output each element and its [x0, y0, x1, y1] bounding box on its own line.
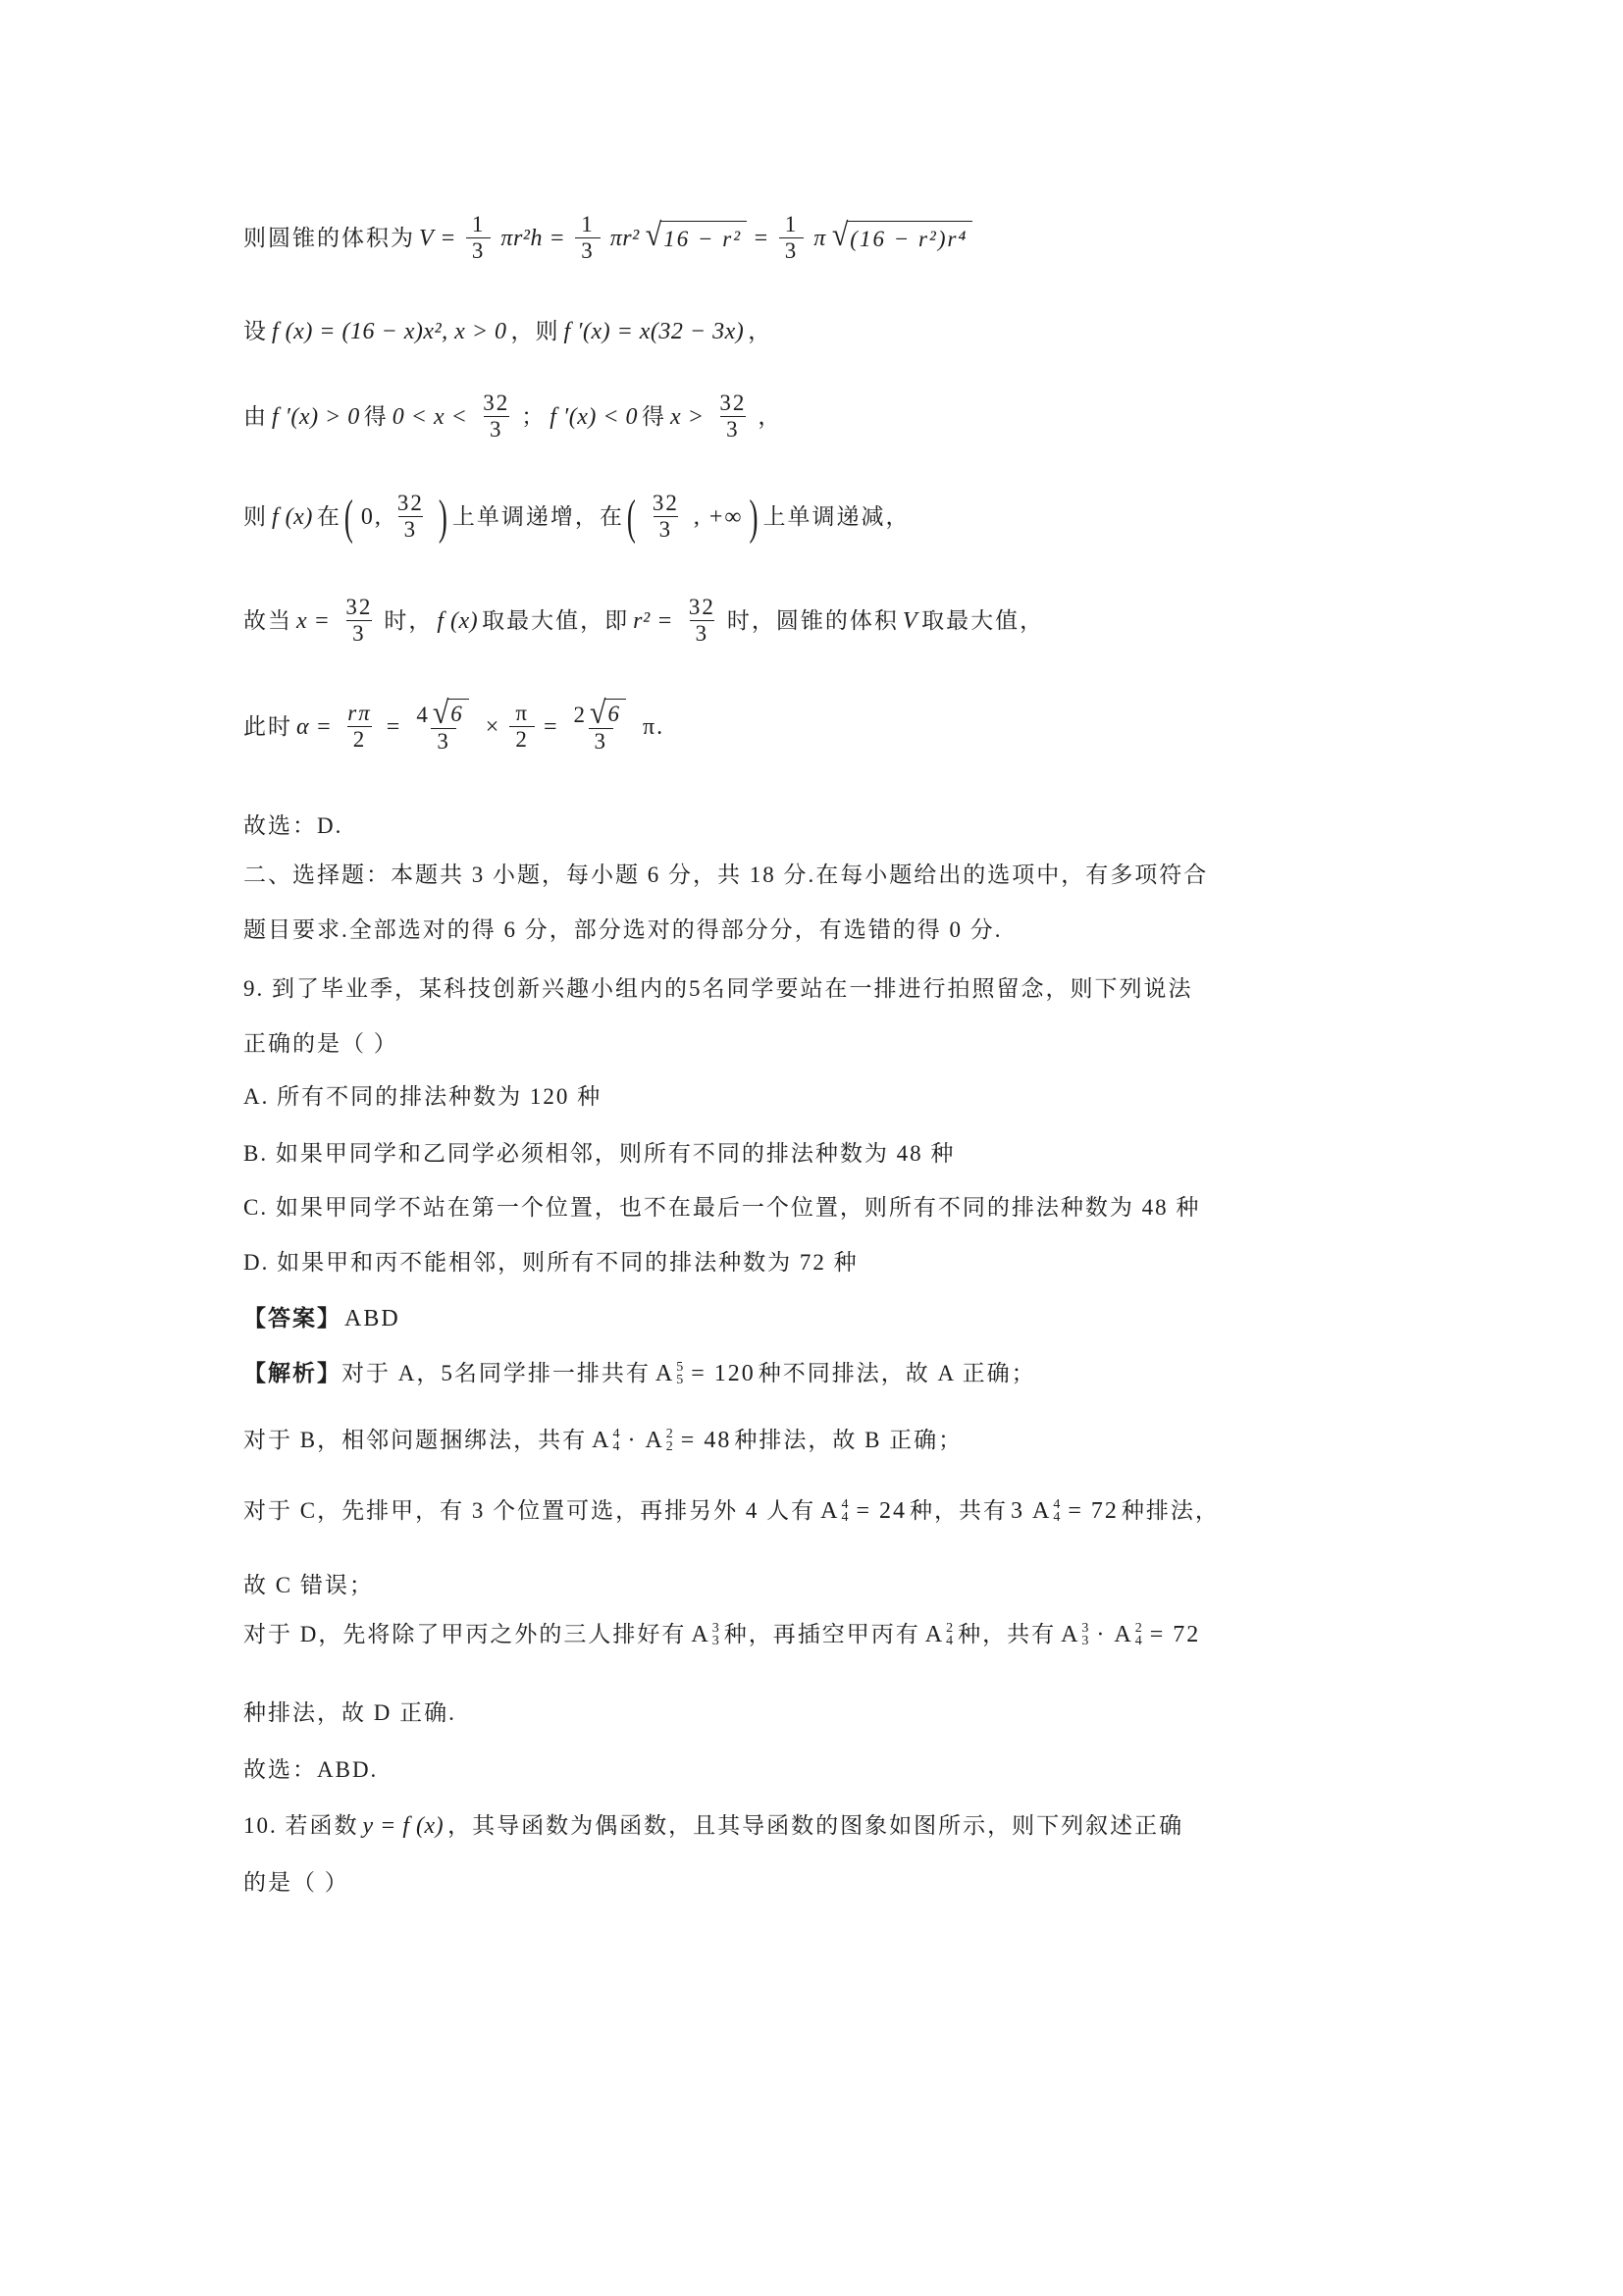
fraction-32-3	[477, 391, 515, 444]
math-text: x =	[296, 607, 331, 634]
numerator: 1	[581, 212, 595, 236]
permutation-A44	[592, 1425, 619, 1456]
question9-analysis-c2	[243, 1570, 374, 1601]
math-text: =	[386, 713, 402, 740]
text: ，	[748, 319, 773, 343]
fraction-32-3	[647, 491, 685, 544]
formula-line-alpha	[243, 695, 667, 755]
coefficient: 3	[1010, 1498, 1024, 1524]
option-text: A. 所有不同的排法种数为 120 种	[243, 1084, 602, 1109]
permutation-A42	[1114, 1619, 1141, 1650]
text: 取最大值，即	[482, 607, 630, 633]
question9-stem-line1	[243, 973, 1193, 1005]
radical-icon: √	[645, 217, 664, 254]
denominator: 3	[690, 620, 715, 647]
permutation-A22	[645, 1425, 672, 1456]
option-text: D. 如果甲和丙不能相邻，则所有不同的排法种数为 72 种	[243, 1250, 859, 1275]
text: 在	[316, 503, 341, 529]
fraction-32-3	[683, 595, 721, 648]
permutation-A44	[820, 1495, 848, 1527]
fraction-4sqrt6-3	[410, 695, 476, 755]
text: 正确的是（ ）	[243, 1031, 398, 1056]
math-text: y = f (x)	[362, 1813, 445, 1839]
text: 上单调递减，	[762, 503, 911, 529]
text: 得	[363, 403, 389, 429]
text: 故选：D.	[243, 813, 343, 838]
fraction-32-3	[392, 491, 430, 544]
denominator: 3	[484, 416, 509, 443]
question10-stem-line1	[243, 1810, 1183, 1842]
numerator: 32	[396, 491, 424, 515]
perm-base: A	[592, 1428, 611, 1453]
denominator: 3	[431, 728, 456, 755]
denominator: 3	[720, 416, 746, 443]
text: 取最大值，	[921, 607, 1045, 633]
perm-base: A	[645, 1428, 664, 1453]
fraction-32-3	[713, 391, 752, 444]
text: 种不同排法，故 A 正确；	[758, 1361, 1036, 1385]
math-text: = 72	[1068, 1498, 1119, 1524]
subscript: 3	[1081, 1634, 1089, 1648]
subscript: 4	[612, 1439, 620, 1454]
question9-stem-line2	[243, 1028, 398, 1060]
math-text: π	[813, 225, 826, 251]
numerator: π	[515, 700, 529, 725]
formula-line-maximum	[243, 595, 1044, 648]
text: 上单调递增，在	[451, 503, 624, 529]
text: 设	[243, 319, 268, 343]
subscript: 4	[841, 1510, 849, 1525]
subscript: 4	[1134, 1634, 1142, 1648]
math-text: r² =	[633, 607, 673, 634]
text: 的是（ ）	[243, 1870, 349, 1895]
numerator: 1	[471, 212, 486, 236]
text: 则	[243, 503, 268, 529]
section2-heading-line2	[243, 914, 1003, 946]
question9-option-b	[243, 1138, 955, 1170]
text: 种，再插空甲丙有	[723, 1622, 920, 1646]
text: 得	[642, 403, 667, 429]
fraction-pi-2	[509, 701, 535, 754]
analysis-label: 【解析】	[243, 1361, 341, 1385]
denominator: 2	[509, 726, 535, 753]
math-text: = 120	[691, 1361, 756, 1386]
square-root	[831, 217, 973, 255]
text: 题目要求.全部选对的得 6 分，部分选对的得部分分，有选错的得 0 分.	[243, 917, 1003, 942]
option-text: C. 如果甲同学不站在第一个位置，也不在最后一个位置，则所有不同的排法种数为 48 种	[243, 1195, 1201, 1220]
math-text: V =	[419, 225, 456, 251]
question9-answer	[243, 1303, 403, 1334]
coefficient: 4	[416, 702, 430, 727]
left-paren: (	[343, 490, 355, 545]
dot-operator: ·	[1096, 1622, 1107, 1647]
denominator: 3	[589, 728, 614, 755]
numerator: 32	[688, 595, 715, 619]
text: 则圆锥的体积为	[243, 225, 415, 250]
math-text: , +∞	[693, 503, 744, 530]
text: 对于 D，先将除了甲丙之外的三人排好有	[243, 1622, 687, 1646]
square-root	[645, 217, 747, 255]
question9-option-d	[243, 1247, 859, 1278]
fraction-2sqrt6-3	[568, 695, 634, 755]
perm-base: A	[654, 1361, 675, 1386]
radicand: (16 − r²)r⁴	[847, 221, 972, 255]
superscript: 5	[676, 1360, 684, 1375]
denominator: 3	[575, 237, 601, 264]
subscript: 2	[665, 1439, 673, 1454]
text: 对于 C，先排甲，有 3 个位置可选，再排另外 4 人有	[243, 1498, 816, 1523]
numerator: 32	[483, 391, 510, 415]
math-text: x >	[670, 403, 705, 430]
text: ，则	[510, 319, 560, 343]
math-text: π.	[642, 713, 665, 740]
denominator: 3	[466, 237, 492, 264]
text: 时，	[384, 607, 434, 633]
perm-base: A	[924, 1622, 945, 1647]
text: 对于 A，5名同学排一排共有	[341, 1361, 651, 1385]
math-text: = 48	[680, 1428, 732, 1453]
numerator: 1	[784, 212, 799, 236]
perm-base: A	[820, 1498, 840, 1524]
permutation-A42	[925, 1619, 953, 1650]
math-text: =	[543, 713, 559, 740]
question9-analysis-c	[243, 1495, 1220, 1527]
text: 种排法，	[1121, 1498, 1220, 1523]
math-text: f ′(x) = x(32 − 3x)	[563, 319, 745, 344]
dot-operator: ·	[627, 1428, 638, 1453]
radicand: 16 − r²	[660, 221, 747, 255]
formula-line-derivative-signs	[243, 391, 782, 444]
perm-base: A	[691, 1622, 710, 1647]
math-text: = 24	[856, 1498, 907, 1524]
permutation-A55	[655, 1358, 683, 1389]
math-text: f (x)	[272, 503, 313, 530]
square-root	[590, 695, 626, 731]
superscript: 2	[946, 1621, 954, 1636]
superscript: 2	[665, 1427, 673, 1441]
radical-icon: √	[590, 695, 608, 731]
numerator: 32	[719, 391, 747, 415]
numerator: rπ	[347, 700, 372, 725]
option-text: B. 如果甲同学和乙同学必须相邻，则所有不同的排法种数为 48 种	[243, 1141, 956, 1166]
superscript: 3	[711, 1621, 719, 1636]
formula-line-define-f	[243, 316, 772, 347]
formula-line-cone-volume	[243, 212, 974, 265]
question9-option-a	[243, 1081, 602, 1113]
permutation-A33	[1061, 1619, 1088, 1650]
question9-option-c	[243, 1192, 1200, 1224]
perm-base: A	[1061, 1622, 1080, 1647]
text: 二、选择题：本题共 3 小题，每小题 6 分，共 18 分.在每小题给出的选项中，有多项符合	[243, 862, 1209, 887]
text: 种，共有	[909, 1498, 1008, 1523]
right-paren: )	[749, 490, 760, 545]
denominator: 3	[654, 516, 679, 543]
denominator: 2	[347, 726, 373, 753]
superscript: 4	[1053, 1497, 1061, 1512]
math-text: 0,	[360, 503, 383, 530]
text: ；	[521, 403, 547, 429]
text: 种排法，故 D 正确.	[243, 1700, 456, 1725]
answer-value: ABD	[344, 1306, 400, 1331]
math-text: πr²	[609, 225, 640, 251]
text: 对于 B，相邻问题捆绑法，共有	[243, 1428, 588, 1452]
radical-icon: √	[831, 217, 851, 254]
superscript: 4	[612, 1427, 620, 1441]
numerator: 32	[345, 595, 373, 619]
subscript: 4	[1053, 1510, 1061, 1525]
math-text: 0 < x <	[392, 403, 468, 430]
radicand: 6	[604, 699, 626, 727]
superscript: 3	[1081, 1621, 1089, 1636]
text: 由	[243, 403, 268, 429]
math-text: =	[753, 225, 769, 251]
math-text: α =	[296, 713, 333, 740]
text: ，	[758, 403, 783, 429]
denominator: 3	[346, 620, 372, 647]
math-text: f ′(x) < 0	[550, 403, 639, 430]
formula-line-monotonic-intervals	[243, 491, 910, 544]
fraction-one-third	[779, 212, 805, 265]
denominator: 3	[779, 237, 805, 264]
perm-base: A	[1114, 1622, 1133, 1647]
numerator: 32	[652, 491, 679, 515]
math-text: V	[902, 607, 918, 634]
permutation-A44	[1032, 1495, 1060, 1527]
superscript: 2	[1134, 1621, 1142, 1636]
math-text: ×	[485, 713, 501, 740]
text: ，其导函数为偶函数，且其导函数的图象如图所示，则下列叙述正确	[447, 1813, 1184, 1838]
section2-heading-line1	[243, 860, 1208, 891]
text: 10. 若函数	[243, 1813, 359, 1838]
superscript: 4	[841, 1497, 849, 1512]
question9-analysis-b	[243, 1425, 963, 1456]
question9-analysis-d2	[243, 1697, 456, 1729]
radical-icon: √	[432, 695, 451, 731]
left-paren: (	[626, 490, 638, 545]
math-text: f ′(x) > 0	[272, 403, 360, 430]
fraction-one-third	[466, 212, 492, 265]
fraction-32-3	[340, 595, 378, 648]
coefficient: 2	[573, 702, 588, 727]
answer-choice-d	[243, 810, 342, 842]
question9-analysis-a	[243, 1358, 1036, 1389]
question10-stem-line2	[243, 1867, 349, 1899]
text: 种，共有	[958, 1622, 1057, 1646]
text: 种排法，故 B 正确；	[734, 1428, 964, 1452]
answer-label: 【答案】	[243, 1306, 341, 1331]
text: 故 C 错误；	[243, 1573, 374, 1597]
radicand: 6	[447, 699, 469, 727]
square-root	[432, 695, 469, 731]
subscript: 3	[711, 1634, 719, 1648]
math-text: = 72	[1149, 1622, 1201, 1647]
text: 故选：ABD.	[243, 1757, 379, 1782]
question9-final-answer	[243, 1754, 378, 1786]
text: 此时	[243, 713, 292, 739]
text: 故当	[243, 607, 292, 633]
subscript: 5	[676, 1373, 684, 1387]
permutation-A33	[691, 1619, 718, 1650]
math-text: πr²h =	[500, 225, 566, 251]
question9-analysis-d	[243, 1619, 1203, 1650]
right-paren: )	[438, 490, 449, 545]
denominator: 3	[398, 516, 424, 543]
math-text: f (x) = (16 − x)x², x > 0	[272, 319, 507, 344]
fraction-rpi-2	[341, 701, 377, 754]
subscript: 4	[946, 1634, 954, 1648]
fraction-one-third	[575, 212, 601, 265]
math-text: f (x)	[437, 607, 479, 634]
text: 时，圆锥的体积	[726, 607, 899, 633]
perm-base: A	[1031, 1498, 1052, 1524]
text: 9. 到了毕业季，某科技创新兴趣小组内的5名同学要站在一排进行拍照留念，则下列说法	[243, 976, 1193, 1001]
